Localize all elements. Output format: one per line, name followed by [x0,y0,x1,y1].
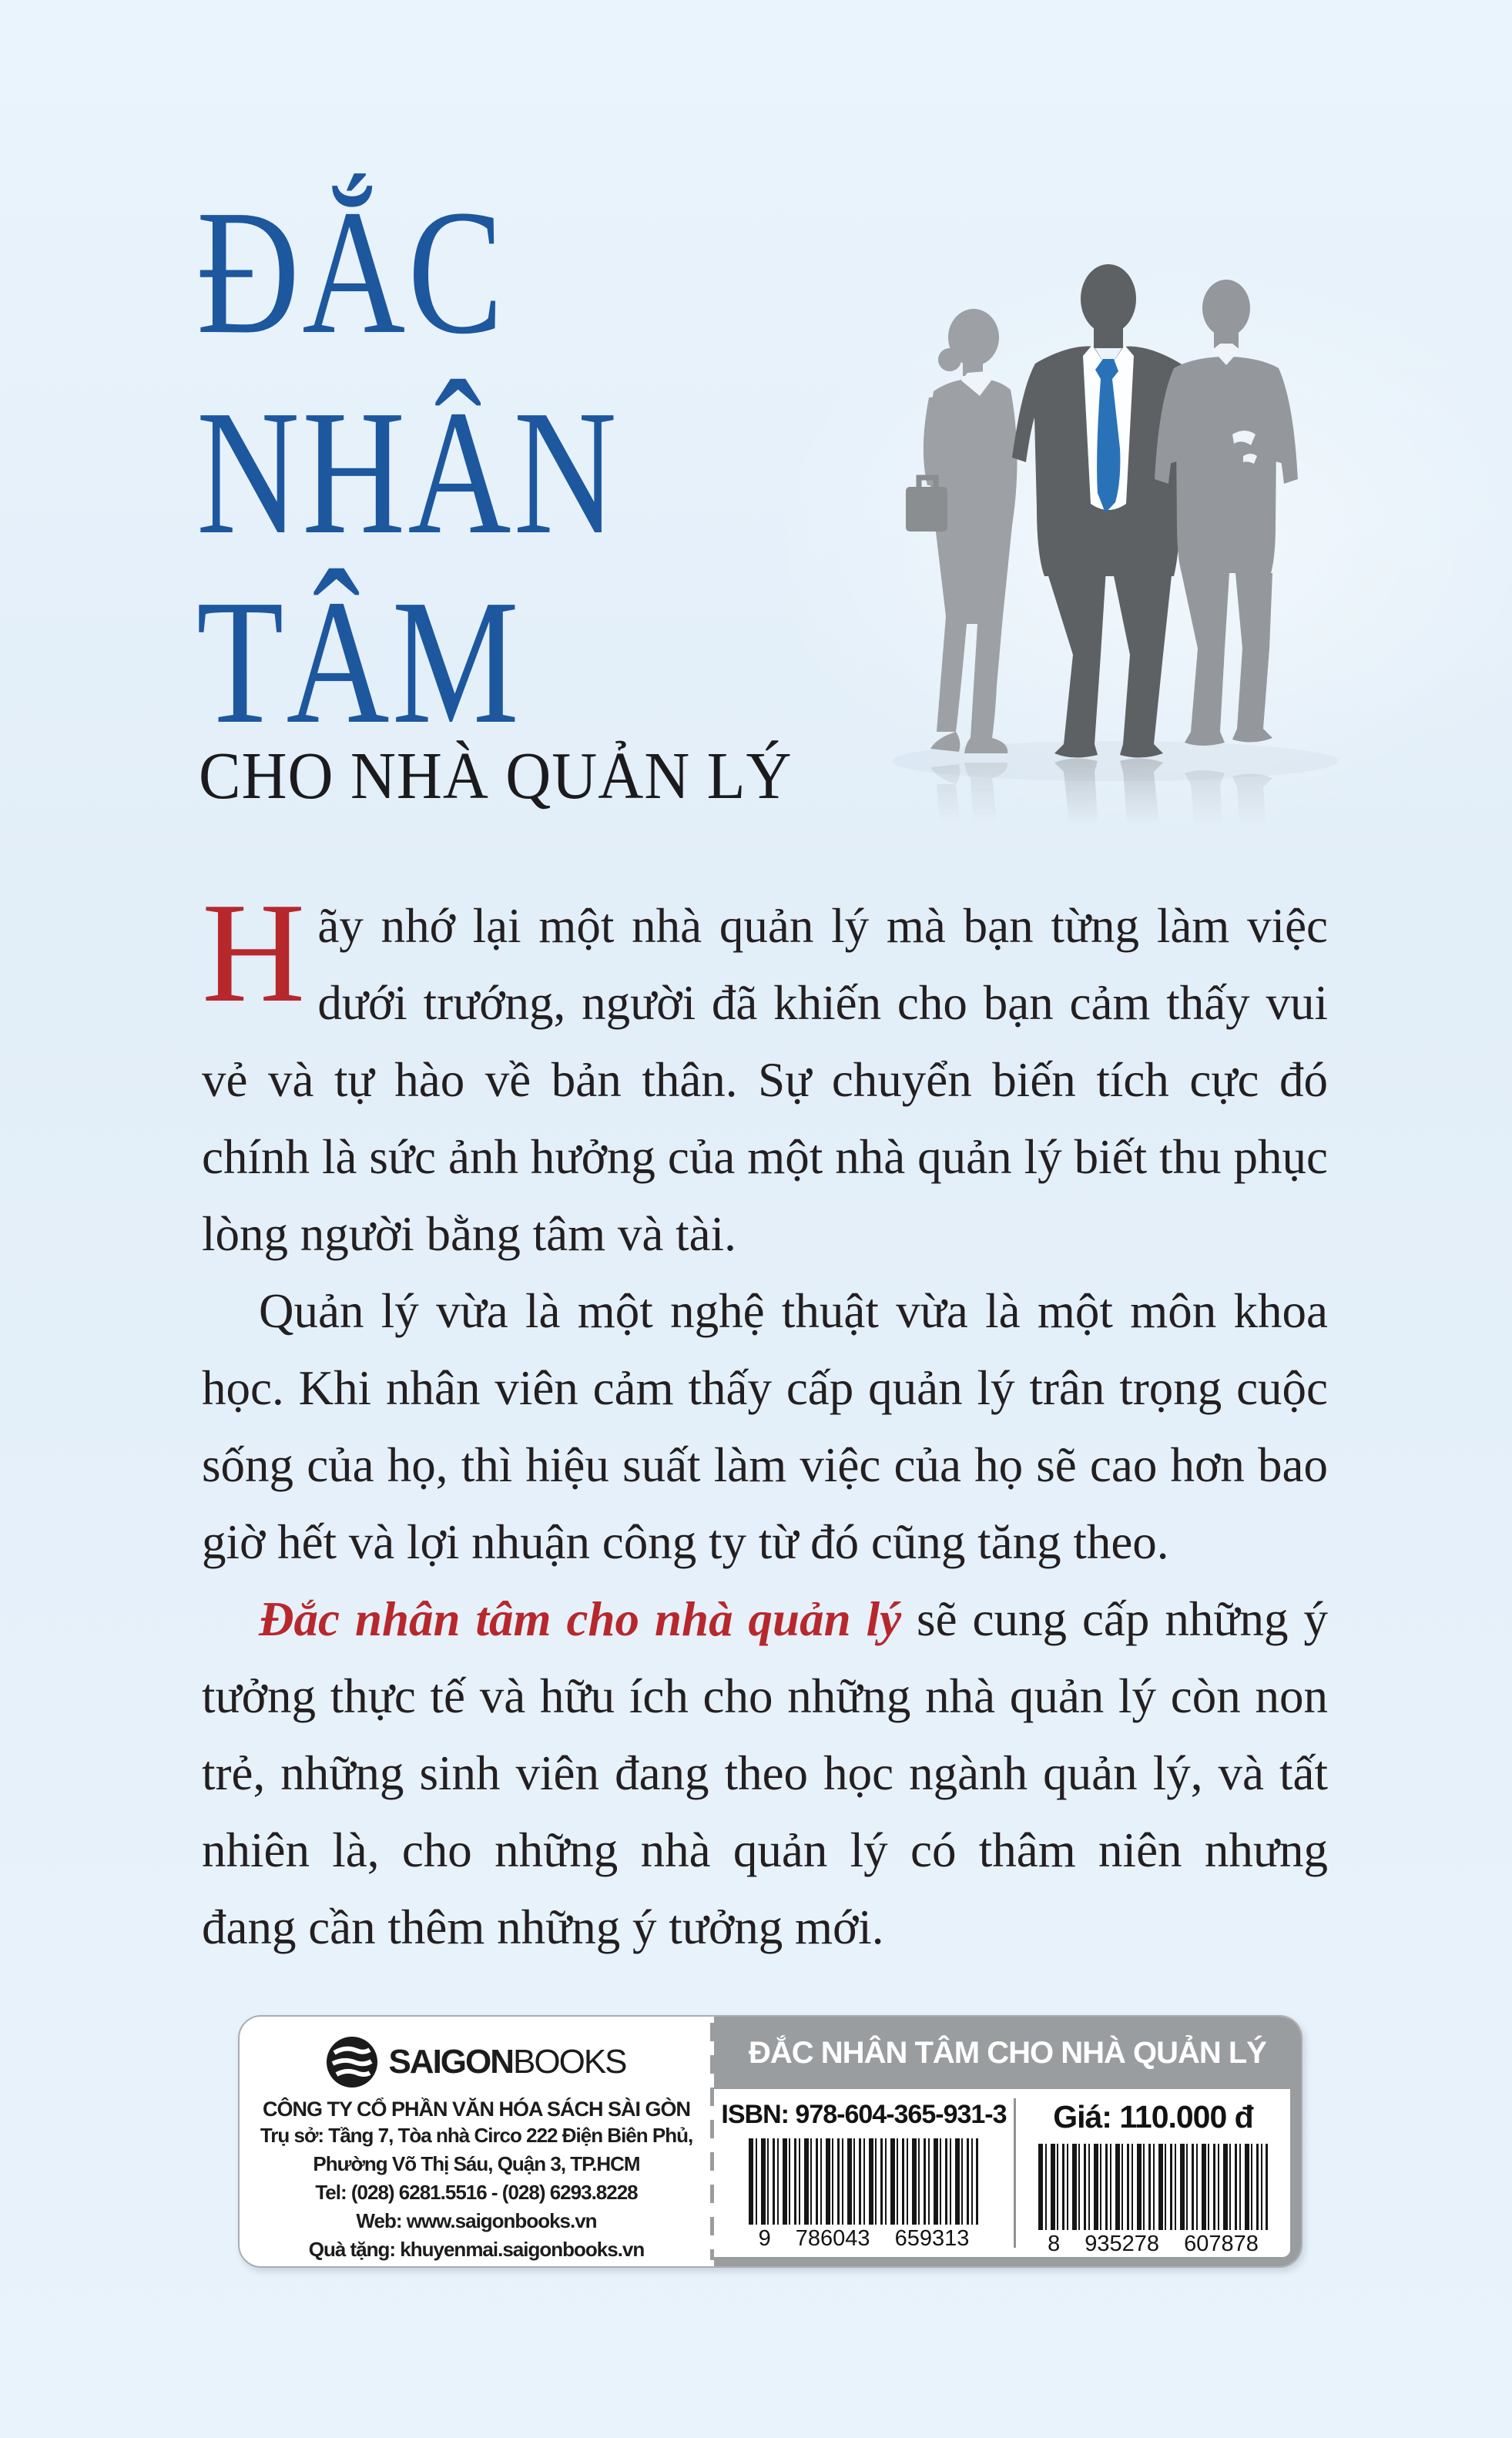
company-website: Web: www.saigonbooks.vn [356,2209,597,2232]
barcode-panel [714,2017,1301,2266]
company-address-line-1: Trụ sở: Tầng 7, Tòa nhà Circo 222 Điện Biên Phủ, [260,2124,693,2147]
publisher-logo-text [388,2045,625,2079]
title-line-1: ĐẮC [196,173,506,371]
book-title-inline: Đắc nhân tâm cho nhà quản lý [259,1592,902,1646]
price-block [1016,2089,1290,2257]
business-people-silhouettes-icon [884,254,1500,824]
blurb-paragraph-3 [202,1581,1328,1966]
isbn-number: ISBN: 978-604-365-931-3 [721,2100,1007,2129]
company-telephone: Tel: (028) 6281.5516 - (028) 6293.8228 [315,2181,638,2204]
logo-word-saigon: SAIGON [388,2043,514,2081]
label-book-title: ĐẮC NHÂN TÂM CHO NHÀ QUẢN LÝ [749,2036,1266,2070]
dropcap-letter: H [202,874,306,1032]
price-value: Giá: 110.000 đ [1053,2099,1253,2135]
isbn-block [714,2089,1014,2257]
logo-word-books: BOOKS [513,2043,626,2081]
company-gift-site: Quà tặng: khuyenmai.saigonbooks.vn [308,2238,645,2261]
ean-barcode-digits: 8 935278 607878 [1048,2232,1259,2256]
back-cover-blurb [202,874,1328,1966]
blurb-paragraph-3-text: sẽ cung cấp những ý tưởng thực tế và hữu ích cho những nhà quản lý còn non trẻ, những sinh viên đang theo học ngành quản lý, và tất nhiên là, cho những nhà quản lý có thâm niên nhưng đang cần thêm những ý tưởng mới. [202,1592,1328,1954]
blurb-paragraph-1-text: ãy nhớ lại một nhà quản lý mà bạn từng làm việc dưới trướng, người đã khiến cho bạn cảm thấy vui vẻ và tự hào về bản thân. Sự chuyển biến tích cực đó chính là sức ảnh hưởng của một nhà quản lý biết thu phục lòng người bằng tâm và tài. [202,899,1328,1261]
isbn-barcode-digits: 9 786043 659313 [758,2226,970,2251]
publisher-logo [327,2035,625,2089]
ean-barcode-icon [1038,2144,1268,2230]
blurb-paragraph-2: Quản lý vừa là một nghệ thuật vừa là một môn khoa học. Khi nhân viên cảm thấy cấp quản lý trân trọng cuộc sống của họ, thì hiệu suất làm việc của họ sẽ cao hơn bao giờ hết và lợi nhuận công ty từ đó cũng tăng theo. [202,1284,1328,1569]
company-name: CÔNG TY CỔ PHẦN VĂN HÓA SÁCH SÀI GÒN [262,2098,691,2121]
blurb-paragraph-1 [202,874,1328,1273]
woman-silhouette [906,309,1017,753]
barcode-area [714,2089,1290,2257]
title-line-2: NHÂN [196,374,619,572]
title-line-3: TÂM [196,563,522,761]
publisher-panel [240,2017,713,2266]
isbn-barcode-icon [749,2138,978,2225]
man-blue-tie-silhouette [1012,264,1205,758]
label-dashed-separator [710,2023,714,2260]
subtitle: CHO NHÀ QUẢN LÝ [199,738,793,813]
saigonbooks-logo-icon [327,2037,377,2088]
retail-label [238,2015,1302,2268]
company-address-line-2: Phường Võ Thị Sáu, Quận 3, TP.HCM [313,2152,640,2175]
